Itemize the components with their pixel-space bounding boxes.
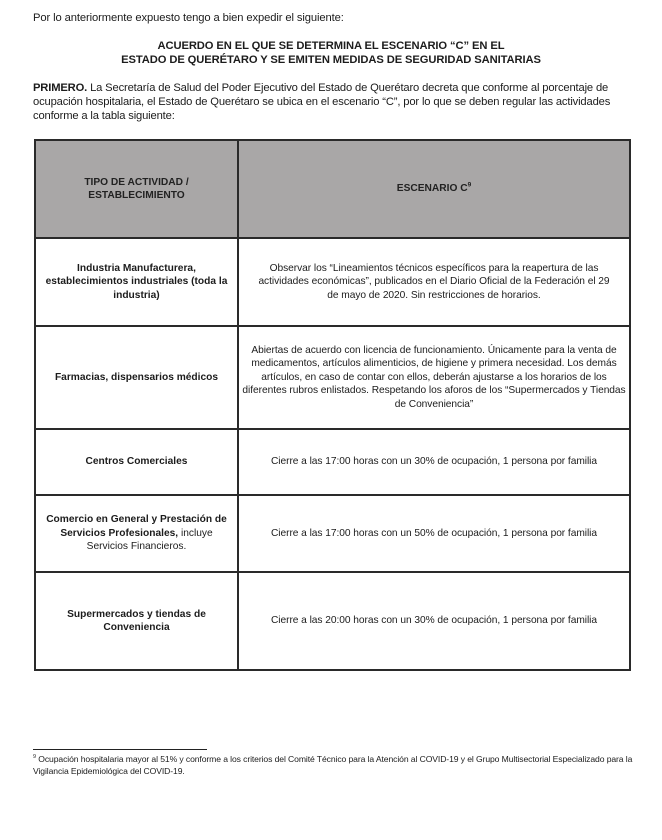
activity-cell (35, 326, 238, 429)
activity-name: Comercio en General y Prestación de Servicios Profesionales, (46, 514, 227, 539)
table-row (35, 495, 630, 572)
paragraph-lead: PRIMERO. (33, 82, 88, 94)
activity-cell (35, 495, 238, 572)
scenario-table (34, 139, 631, 671)
primero-paragraph (33, 81, 633, 124)
title-line-2: ESTADO DE QUERÉTARO Y SE EMITEN MEDIDAS DE SEGURIDAD SANITARIAS (121, 54, 541, 66)
activity-cell (35, 429, 238, 495)
activity-cell (35, 238, 238, 326)
table-header-row (35, 140, 630, 238)
footnote-separator (33, 749, 207, 750)
measure-cell: Cierre a las 17:00 horas con un 30% de ocupación, 1 persona por familia (238, 429, 630, 495)
activity-extra: incluye Servicios Financieros. (86, 527, 213, 553)
header-scenario (238, 140, 630, 238)
activity-cell (35, 572, 238, 670)
activity-name: Farmacias, dispensarios médicos (54, 371, 219, 383)
paragraph-text: La Secretaría de Salud del Poder Ejecutivo del Estado de Querétaro decreta que conforme al porcentaje de ocupación hospitalaria, el Estado de Querétaro se ubica en el escenario “C”, por lo que se deben regular las actividades conforme a la tabla siguiente: (33, 82, 611, 123)
intro-text: Por lo anteriormente expuesto tengo a bien expedir el siguiente: (33, 12, 344, 24)
footnote-ref: 9 (467, 181, 472, 189)
measure-cell: Observar los “Lineamientos técnicos específicos para la reapertura de las actividades económicas”, publicados en el Diario Oficial de la Federación el 29 de mayo de 2020. Sin restricciones de horarios. (238, 238, 630, 326)
measure-cell: Cierre a las 17:00 horas con un 50% de ocupación, 1 persona por familia (238, 495, 630, 572)
table-row (35, 572, 630, 670)
table-row (35, 238, 630, 326)
header-scenario-label: ESCENARIO C (396, 183, 468, 195)
title-line-1: ACUERDO EN EL QUE SE DETERMINA EL ESCENARIO “C” EN EL (157, 40, 505, 52)
table-row (35, 326, 630, 429)
footnote (33, 754, 653, 777)
footnote-text: Ocupación hospitalaria mayor al 51% y conforme a los criterios del Comité Técnico para la Atención al COVID-19 y el Grupo Multisectorial Especializado para la Vigilancia Epidemiológica del COVID-19. (33, 754, 633, 776)
activity-name: Industria Manufacturera, establecimientos industriales (toda la industria) (45, 262, 228, 301)
document-title (0, 39, 662, 67)
measure-cell: Cierre a las 20:00 horas con un 30% de ocupación, 1 persona por familia (238, 572, 630, 670)
footnote-number: 9 (33, 754, 36, 761)
activity-name: Supermercados y tiendas de Conveniencia (67, 608, 206, 633)
measure-cell: Abiertas de acuerdo con licencia de funcionamiento. Únicamente para la venta de medicamentos, artículos alimenticios, de higiene y primera necesidad. Los demás artículos, en caso de contar con ellos, deberán ajustarse a los horarios de los diferentes rubros enlistados. Respetando los aforos de los “Supermercados y Tiendas de Conveniencia” (238, 326, 630, 429)
activity-name: Centros Comerciales (85, 456, 188, 468)
table-row (35, 429, 630, 495)
header-activity-type: TIPO DE ACTIVIDAD / ESTABLECIMIENTO (35, 140, 238, 238)
